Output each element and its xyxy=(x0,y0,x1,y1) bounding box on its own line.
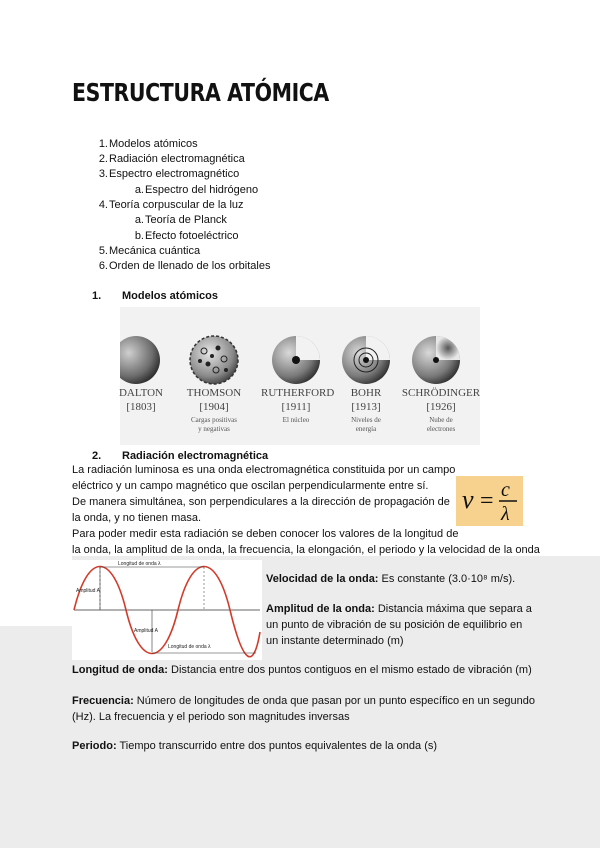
atom-model-description xyxy=(406,416,476,434)
toc-label: Modelos atómicos xyxy=(109,138,198,150)
definition-term: Periodo: xyxy=(72,740,117,752)
atom-model-description-line: Niveles de xyxy=(351,416,381,424)
definition-term: Frecuencia: xyxy=(72,695,134,707)
paragraph-line: De manera simultánea, son perpendiculares a la dirección de propagación de xyxy=(72,496,450,508)
atom-model-description-line: energía xyxy=(355,425,377,433)
toc-number: 4. xyxy=(98,199,108,211)
definition-text: Distancia máxima que separa a xyxy=(374,603,532,615)
toc-number: a. xyxy=(134,214,144,226)
toc-number: 6. xyxy=(98,260,108,272)
atom-model-name: THOMSON xyxy=(186,387,242,399)
toc-number: 3. xyxy=(98,168,108,180)
section-heading-1 xyxy=(92,290,218,302)
definition-longitud xyxy=(72,662,532,678)
atom-model-name: RUTHERFORD xyxy=(261,387,335,399)
thomson-plum-pudding-icon xyxy=(186,334,242,386)
paragraph-line: la onda, y no tienen masa. xyxy=(72,512,202,524)
dalton-sphere-icon xyxy=(120,334,160,386)
atomic-models-figure xyxy=(120,307,480,445)
amplitude-label: Amplitud A xyxy=(76,588,100,594)
definition-text: (Hz). La frecuencia y el periodo son magnitudes inversas xyxy=(72,711,350,723)
paragraph-line: eléctrico y un campo magnético que oscilan perpendicularmente entre sí. xyxy=(72,480,429,492)
atom-model-name: BOHR xyxy=(350,387,382,399)
toc-number: b. xyxy=(134,230,144,242)
atom-model-description-line: electrones xyxy=(426,425,456,433)
definition-text: un punto de vibración de su posición de equilibrio en xyxy=(266,619,523,631)
definition-text: Número de longitudes de onda que pasan por un punto específico en un segundo xyxy=(133,695,535,707)
paragraph-line: La radiación luminosa es una onda electromagnética constituida por un campo xyxy=(72,464,456,476)
formula-graphic xyxy=(456,476,523,526)
section-title: Modelos atómicos xyxy=(122,290,218,302)
section-number: 2. xyxy=(92,450,102,462)
toc-label: Teoría de Planck xyxy=(145,214,227,226)
atom-model-description-line: Nube de xyxy=(429,416,453,424)
page-area-strip xyxy=(0,556,72,626)
atom-model-description xyxy=(179,416,249,434)
section-title: Radiación electromagnética xyxy=(122,450,269,462)
atom-model-year: [1926] xyxy=(426,401,456,413)
frequency-formula xyxy=(456,476,523,526)
wavelength-label-bottom: Longitud de onda λ xyxy=(168,644,211,650)
formula-nu: ν xyxy=(462,485,474,514)
toc-number: 5. xyxy=(98,245,108,257)
toc-label: Mecánica cuántica xyxy=(109,245,201,257)
paragraph-line: la onda, la amplitud de la onda, la frecuencia, la elongación, el periodo y la velocidad de la onda xyxy=(72,544,540,556)
toc-label: Teoría corpuscular de la luz xyxy=(109,199,244,211)
definition-velocidad xyxy=(266,571,515,587)
atom-model-year: [1913] xyxy=(351,401,381,413)
toc-number: 1. xyxy=(98,138,108,150)
page-title: ESTRUCTURA ATÓMICA xyxy=(72,78,329,107)
definition-amplitud xyxy=(266,601,532,649)
definition-frecuencia xyxy=(72,693,535,725)
bohr-energy-levels-icon xyxy=(340,334,392,386)
definition-text: un instante determinado (m) xyxy=(266,635,404,647)
toc-label: Espectro del hidrógeno xyxy=(145,184,259,196)
wave-diagram xyxy=(72,560,262,660)
atom-model-year: [1803] xyxy=(126,401,156,413)
section-heading-2 xyxy=(92,450,268,462)
definition-term: Longitud de onda: xyxy=(72,664,168,676)
formula-denominator: λ xyxy=(501,503,510,525)
formula-numerator: c xyxy=(501,479,510,501)
definition-term: Velocidad de la onda: xyxy=(266,573,379,585)
atom-model-year: [1911] xyxy=(281,401,311,413)
formula-equals: = xyxy=(480,488,494,514)
toc-label: Radiación electromagnética xyxy=(109,153,245,165)
section-number: 1. xyxy=(92,290,102,302)
atom-model-year: [1904] xyxy=(199,401,229,413)
schrodinger-electron-cloud-icon xyxy=(410,334,462,386)
toc-label: Espectro electromagnético xyxy=(109,168,240,180)
toc-label: Efecto fotoeléctrico xyxy=(145,230,239,242)
atom-model-name: SCHRÖDINGER xyxy=(401,387,481,399)
toc-number: 2. xyxy=(98,153,108,165)
atom-model-description xyxy=(331,416,401,434)
atom-model-name: DALTON xyxy=(118,387,163,399)
wavelength-label-top: Longitud de onda λ xyxy=(118,561,161,567)
amplitude-label-2: Amplitud A xyxy=(134,628,158,634)
atom-model-description: El núcleo xyxy=(282,416,310,424)
toc-label: Orden de llenado de los orbitales xyxy=(109,260,271,272)
definition-text: Distancia entre dos puntos contiguos en el mismo estado de vibración (m) xyxy=(167,664,532,676)
definition-term: Amplitud de la onda: xyxy=(266,603,375,615)
atom-model-description-line: y negativas xyxy=(198,425,230,433)
rutherford-nucleus-icon xyxy=(270,334,322,386)
paragraph-line: Para poder medir esta radiación se deben conocer los valores de la longitud de xyxy=(72,528,459,540)
definition-text: Es constante (3.0·10⁸ m/s). xyxy=(378,573,516,585)
definition-periodo xyxy=(72,738,437,754)
definition-text: Tiempo transcurrido entre dos puntos equivalentes de la onda (s) xyxy=(116,740,438,752)
toc-number: a. xyxy=(134,184,144,196)
atom-model-description-line: Cargas positivas xyxy=(191,416,237,424)
